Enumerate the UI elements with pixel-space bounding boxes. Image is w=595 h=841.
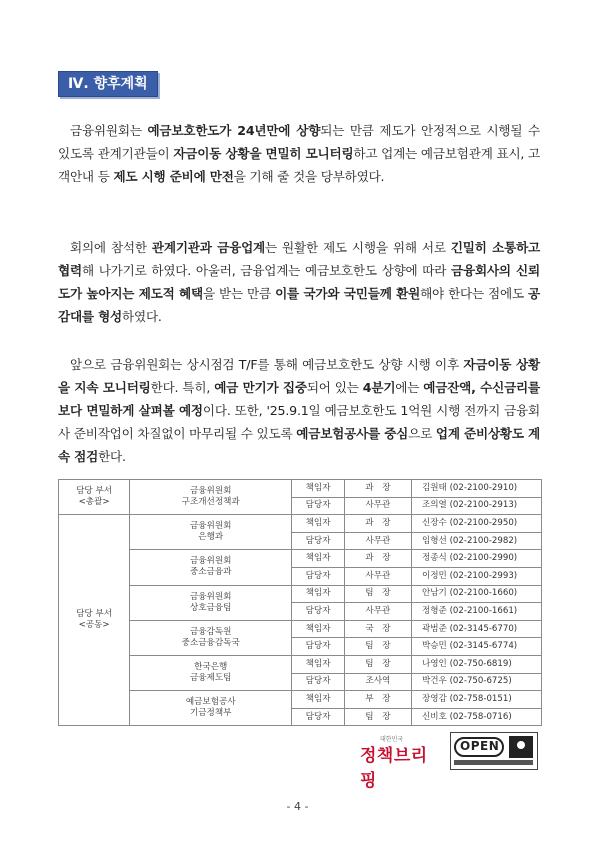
paragraph-2-run: 긴밀히 소통하고 협력 [58, 240, 541, 278]
paragraph-2-run: 는 원활한 제도 시행을 위해 서로 [265, 240, 451, 255]
briefing-logo-text: 정책브리핑 [360, 746, 428, 791]
attribution-icon [509, 736, 533, 758]
paragraph-3-run: 한다. 특히, [150, 380, 215, 395]
division-main-cell: 담당 부서 <총괄> [59, 480, 130, 515]
name-phone-cell: 신장수 (02-2100-2950) [411, 515, 541, 533]
organization-cell: 금융위원회 상호금융팀 [130, 585, 292, 620]
organization-cell: 예금보험공사 기금정책부 [130, 691, 292, 726]
paragraph-2-run: 관계기관과 금융업계 [151, 240, 266, 255]
paragraph-2-run: 을 받는 만큼 [203, 286, 276, 301]
role-cell: 책임자 [292, 585, 345, 603]
table-row [59, 620, 542, 638]
paragraph-3-run: 4분기 [362, 380, 396, 395]
name-phone-cell: 조의열 (02-2100-2913) [411, 497, 541, 515]
role-cell: 책임자 [292, 620, 345, 638]
paragraph-1-run: 되는 만큼 제도가 안정적으로 시행될 수 있도록 관계기관들이 [58, 123, 540, 161]
paragraph-3-run: 이다. 또한, '25.9.1일 예금보호한도 1억원 시행 전까지 금융회사 준비작업이 차질없이 마무리될 수 있도록 [58, 403, 540, 441]
paragraph-3-run: 한다. [98, 449, 126, 464]
organization-cell: 금융위원회 구조개선정책과 [130, 480, 292, 515]
paragraph-3-run: 예금 만기가 집중 [214, 380, 307, 395]
paragraph-3-run: 앞으로 금융위원회는 상시점검 T/F를 통해 예금보호한도 상향 시행 이후 [70, 357, 464, 372]
open-license-logo [450, 732, 538, 770]
position-cell: 부 장 [344, 691, 411, 709]
name-phone-cell: 곽범준 (02-3145-6770) [411, 620, 541, 638]
paragraph-3-run: 예금보험공사를 중심 [296, 426, 409, 441]
paragraph-2-run: 공감대를 형성 [58, 286, 540, 324]
paragraph-3 [58, 353, 540, 468]
paragraph-1-run: 하고 업계는 예금보험관계 표시, 고객안내 등 [58, 146, 541, 184]
name-phone-cell: 박승민 (02-3145-6774) [411, 638, 541, 656]
briefing-logo-small-text: 대한민국 [380, 736, 404, 743]
role-cell: 책임자 [292, 655, 345, 673]
position-cell: 사무관 [344, 603, 411, 621]
table-row [59, 515, 542, 533]
table-row [59, 480, 542, 498]
division-joint-cell: 담당 부서 <공동> [59, 515, 130, 726]
role-cell: 담당자 [292, 567, 345, 585]
paragraph-1-run: 금융위원회는 [70, 123, 148, 138]
role-cell: 담당자 [292, 638, 345, 656]
name-phone-cell: 정형준 (02-2100-1661) [411, 603, 541, 621]
role-cell: 담당자 [292, 532, 345, 550]
name-phone-cell: 안남기 (02-2100-1660) [411, 585, 541, 603]
name-phone-cell: 장영감 (02-758-0151) [411, 691, 541, 709]
open-label: OPEN [460, 739, 500, 753]
organization-cell: 금융감독원 중소금융감독국 [130, 620, 292, 655]
paragraph-1-run: 제도 시행 준비에 만전 [113, 169, 234, 184]
organization-cell: 한국은행 금융제도팀 [130, 655, 292, 690]
paragraph-1-run: 을 기해 줄 것을 당부하였다. [233, 169, 385, 184]
name-phone-cell: 이정민 (02-2100-2993) [411, 567, 541, 585]
position-cell: 사무관 [344, 567, 411, 585]
name-phone-cell: 임형선 (02-2100-2982) [411, 532, 541, 550]
role-cell: 책임자 [292, 480, 345, 498]
paragraph-2-run: 이를 국가와 국민들께 환원 [275, 286, 421, 301]
position-cell: 조사역 [344, 673, 411, 691]
paragraph-3-run: 업계 준비상황도 계속 점검 [58, 426, 541, 464]
section-title: Ⅳ. 향후계획 [58, 71, 158, 97]
role-cell: 책임자 [292, 691, 345, 709]
page-number: - 4 - [286, 800, 309, 813]
paragraph-2-run: 회의에 참석한 [70, 240, 152, 255]
paragraph-1 [58, 119, 540, 188]
name-phone-cell: 박건우 (02-750-6725) [411, 673, 541, 691]
position-cell: 과 장 [344, 515, 411, 533]
paragraph-2-run: 해야 한다는 점에도 [420, 286, 529, 301]
paragraph-2-run: 해 나가기로 하였다. 아울러, 금융업계는 예금보호한도 상향에 따라 [81, 263, 452, 278]
role-cell: 담당자 [292, 673, 345, 691]
role-cell: 담당자 [292, 603, 345, 621]
license-strip [454, 760, 533, 765]
logos-area [360, 730, 540, 791]
position-cell: 국 장 [344, 620, 411, 638]
paragraph-3-run: 예금잔액, 수신금리를 보다 면밀하게 살펴볼 예정 [58, 380, 540, 418]
paragraph-2-run: 하였다. [122, 309, 162, 324]
organization-cell: 금융위원회 중소금융과 [130, 550, 292, 585]
policy-briefing-logo [360, 734, 442, 791]
name-phone-cell: 신비호 (02-758-0716) [411, 708, 541, 726]
paragraph-2-run: 금융회사의 신뢰도가 높아지는 제도적 혜택 [58, 263, 540, 301]
role-cell: 담당자 [292, 708, 345, 726]
position-cell: 사무관 [344, 532, 411, 550]
table-row [59, 691, 542, 709]
paragraph-3-run: 자금이동 상황을 지속 모니터링 [58, 357, 540, 395]
position-cell: 과 장 [344, 480, 411, 498]
role-cell: 책임자 [292, 550, 345, 568]
paragraph-1-run: 자금이동 상황을 면밀히 모니터링 [173, 146, 354, 161]
position-cell: 팀 장 [344, 655, 411, 673]
paragraph-3-run: 으로 [408, 426, 436, 441]
name-phone-cell: 나영인 (02-750-6819) [411, 655, 541, 673]
table-row [59, 585, 542, 603]
role-cell: 담당자 [292, 497, 345, 515]
position-cell: 팀 장 [344, 638, 411, 656]
role-cell: 책임자 [292, 515, 345, 533]
table-row [59, 550, 542, 568]
paragraph-1-run: 예금보호한도가 24년만에 상향 [147, 123, 321, 138]
paragraph-3-run: 에는 [395, 380, 424, 395]
position-cell: 사무관 [344, 497, 411, 515]
position-cell: 과 장 [344, 550, 411, 568]
paragraph-2 [58, 236, 540, 328]
position-cell: 팀 장 [344, 708, 411, 726]
paragraph-3-run: 되어 있는 [306, 380, 363, 395]
organization-cell: 금융위원회 은행과 [130, 515, 292, 550]
position-cell: 팀 장 [344, 585, 411, 603]
name-phone-cell: 김원태 (02-2100-2910) [411, 480, 541, 498]
table-row [59, 655, 542, 673]
name-phone-cell: 정종식 (02-2100-2990) [411, 550, 541, 568]
contacts-table [58, 479, 542, 726]
